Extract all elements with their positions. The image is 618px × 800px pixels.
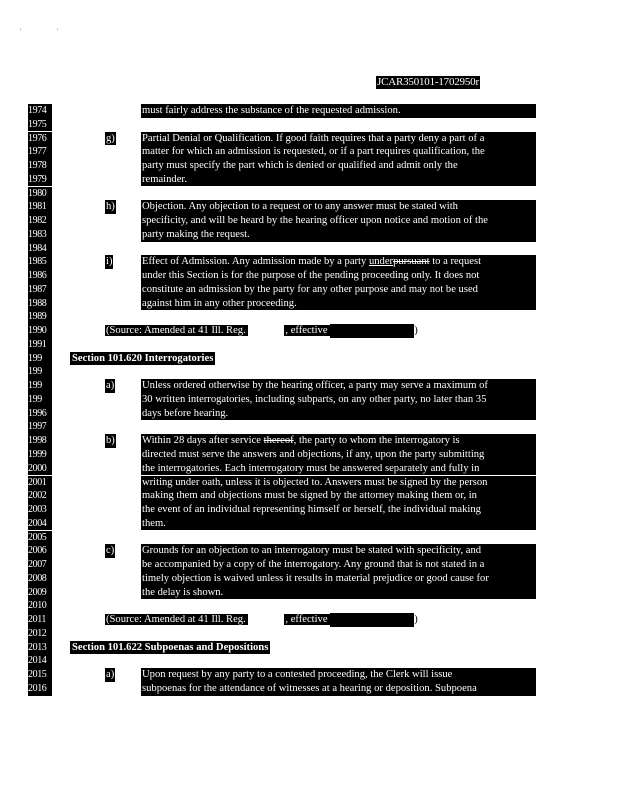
line-text: specificity, and will be heard by the hearing officer upon notice and motion of the xyxy=(141,214,536,228)
document-line xyxy=(0,132,618,146)
line-text: under this Section is for the purpose of the pending proceeding only. It does not xyxy=(141,269,536,283)
line-number: 1976 xyxy=(28,132,52,146)
line-number: 2012 xyxy=(28,627,52,641)
paragraph-label: i) xyxy=(106,256,113,268)
line-text: remainder. xyxy=(141,173,536,187)
line-text: days before hearing. xyxy=(141,407,536,421)
document-line xyxy=(0,682,618,696)
line-text: Partial Denial or Qualification. If good faith requires that a party deny a part of a xyxy=(141,132,536,146)
paragraph-label: a) xyxy=(106,669,115,681)
source-note xyxy=(105,324,418,338)
struck-text: pursuant xyxy=(393,256,430,268)
document-line xyxy=(0,572,618,586)
line-text xyxy=(141,255,536,269)
line-number: 2011 xyxy=(28,613,52,627)
section-heading: Section 101.622 Subpoenas and Depositions xyxy=(72,641,269,653)
line-number: 2006 xyxy=(28,544,52,558)
line-number: 2000 xyxy=(28,462,52,476)
line-number: 2014 xyxy=(28,654,52,668)
document-line xyxy=(0,159,618,173)
line-number: 1989 xyxy=(28,310,52,324)
document-line xyxy=(0,558,618,572)
line-number: 1977 xyxy=(28,145,52,159)
blank-field xyxy=(249,329,283,331)
document-line xyxy=(0,200,618,214)
document-line xyxy=(0,517,618,531)
source-text: (Source: Amended at 41 Ill. Reg. xyxy=(106,325,249,337)
line-text: must fairly address the substance of the requested admission. xyxy=(141,104,536,118)
line-text: Unless ordered otherwise by the hearing officer, a party may serve a maximum of xyxy=(141,379,536,393)
document-line xyxy=(0,448,618,462)
document-line xyxy=(0,269,618,283)
document-line xyxy=(0,255,618,269)
line-number: 2010 xyxy=(28,599,52,613)
source-text: ) xyxy=(414,614,418,626)
line-number: 199 xyxy=(28,393,52,407)
text-segment: , the party to whom the interrogatory is xyxy=(293,435,460,447)
paragraph-label: b) xyxy=(106,435,115,447)
document-id: JCAR350101-1702950r xyxy=(377,76,479,88)
document-line xyxy=(0,641,618,655)
line-number: 2002 xyxy=(28,489,52,503)
document-line xyxy=(0,242,618,256)
document-line xyxy=(0,187,618,201)
line-number: 199 xyxy=(28,365,52,379)
line-text: making them and objections must be signed by the attorney making them or, in xyxy=(141,489,536,503)
document-line xyxy=(0,118,618,132)
text-segment: to a request xyxy=(429,256,482,268)
document-line xyxy=(0,627,618,641)
line-number: 1996 xyxy=(28,407,52,421)
redacted-field xyxy=(330,324,414,338)
line-number: 2003 xyxy=(28,503,52,517)
line-number: 2016 xyxy=(28,682,52,696)
document-line xyxy=(0,599,618,613)
line-text: constitute an admission by the party for any other purpose and may not be used xyxy=(141,283,536,297)
line-number: 2007 xyxy=(28,558,52,572)
document-line xyxy=(0,503,618,517)
source-text: ) xyxy=(414,325,418,337)
document-line xyxy=(0,544,618,558)
line-number: 1986 xyxy=(28,269,52,283)
line-number: 2005 xyxy=(28,531,52,545)
document-line xyxy=(0,668,618,682)
line-number: 2001 xyxy=(28,476,52,490)
document-line xyxy=(0,145,618,159)
line-number: 199 xyxy=(28,379,52,393)
line-text: be accompanied by a copy of the interrogatory. Any ground that is not stated in a xyxy=(141,558,536,572)
line-text: Upon request by any party to a contested proceeding, the Clerk will issue xyxy=(141,668,536,682)
line-number: 2009 xyxy=(28,586,52,600)
source-text: , effective xyxy=(285,614,331,626)
line-text: against him in any other proceeding. xyxy=(141,297,536,311)
document-line xyxy=(0,476,618,490)
paragraph-label: c) xyxy=(106,545,115,557)
line-number: 2013 xyxy=(28,641,52,655)
source-note xyxy=(105,613,418,627)
line-number: 1988 xyxy=(28,297,52,311)
line-text: the event of an individual representing himself or herself, the individual making xyxy=(141,503,536,517)
document-line xyxy=(0,489,618,503)
document-line xyxy=(0,393,618,407)
section-heading: Section 101.620 Interrogatories xyxy=(72,352,214,364)
line-text: writing under oath, unless it is objected to. Answers must be signed by the person xyxy=(141,476,536,490)
document-line xyxy=(0,462,618,476)
document-line xyxy=(0,379,618,393)
document-line xyxy=(0,654,618,668)
document-line xyxy=(0,352,618,366)
line-number: 1983 xyxy=(28,228,52,242)
line-text: subpoenas for the attendance of witnesses at a hearing or deposition. Subpoena xyxy=(141,682,536,696)
document-line xyxy=(0,173,618,187)
line-number: 1987 xyxy=(28,283,52,297)
document-line xyxy=(0,338,618,352)
line-text: the interrogatories. Each interrogatory must be answered separately and fully in xyxy=(141,462,536,476)
line-number: 2015 xyxy=(28,668,52,682)
document-line xyxy=(0,420,618,434)
document-line xyxy=(0,310,618,324)
text-segment: Effect of Admission. Any admission made by a party xyxy=(142,256,369,268)
line-number: 1982 xyxy=(28,214,52,228)
blank-field xyxy=(249,618,283,620)
paragraph-label: a) xyxy=(106,380,115,392)
text-segment: Within 28 days after service xyxy=(142,435,264,447)
line-number: 1997 xyxy=(28,420,52,434)
line-number: 1974 xyxy=(28,104,52,118)
document-line xyxy=(0,586,618,600)
line-number: 2008 xyxy=(28,572,52,586)
line-number: 1979 xyxy=(28,173,52,187)
struck-text: thereof xyxy=(263,435,294,447)
line-number: 1998 xyxy=(28,434,52,448)
source-text: , effective xyxy=(285,325,331,337)
line-number: 1975 xyxy=(28,118,52,132)
document-line xyxy=(0,214,618,228)
line-number: 1990 xyxy=(28,324,52,338)
document-line xyxy=(0,297,618,311)
line-number: 199 xyxy=(28,352,52,366)
stray-mark: ' xyxy=(57,27,59,36)
paragraph-label: h) xyxy=(106,201,115,213)
line-number: 1999 xyxy=(28,448,52,462)
line-number: 2004 xyxy=(28,517,52,531)
document-line xyxy=(0,434,618,448)
stray-mark: ' xyxy=(20,27,22,36)
line-text: party making the request. xyxy=(141,228,536,242)
document-line xyxy=(0,283,618,297)
document-line xyxy=(0,613,618,627)
line-text: timely objection is waived unless it results in material prejudice or good cause for xyxy=(141,572,536,586)
line-text: directed must serve the answers and objections, if any, upon the party submitting xyxy=(141,448,536,462)
document-line xyxy=(0,324,618,338)
document-line xyxy=(0,531,618,545)
line-text xyxy=(141,434,536,448)
line-number: 1978 xyxy=(28,159,52,173)
document-line xyxy=(0,104,618,118)
inserted-text: under xyxy=(368,256,394,268)
line-number: 1985 xyxy=(28,255,52,269)
source-text: (Source: Amended at 41 Ill. Reg. xyxy=(106,614,249,626)
redacted-field xyxy=(330,613,414,627)
line-text: Grounds for an objection to an interrogatory must be stated with specificity, and xyxy=(141,544,536,558)
line-number: 1981 xyxy=(28,200,52,214)
line-text: Objection. Any objection to a request or to any answer must be stated with xyxy=(141,200,536,214)
document-line xyxy=(0,407,618,421)
paragraph-label: g) xyxy=(106,132,115,144)
line-text: the delay is shown. xyxy=(141,586,536,600)
line-number: 1984 xyxy=(28,242,52,256)
line-text: party must specify the part which is denied or qualified and admit only the xyxy=(141,159,536,173)
line-text: matter for which an admission is requested, or if a part requires qualification, the xyxy=(141,145,536,159)
document-line xyxy=(0,365,618,379)
line-number: 1980 xyxy=(28,187,52,201)
document-line xyxy=(0,228,618,242)
line-text: 30 written interrogatories, including subparts, on any other party, no later than 35 xyxy=(141,393,536,407)
line-text: them. xyxy=(141,517,536,531)
line-number: 1991 xyxy=(28,338,52,352)
